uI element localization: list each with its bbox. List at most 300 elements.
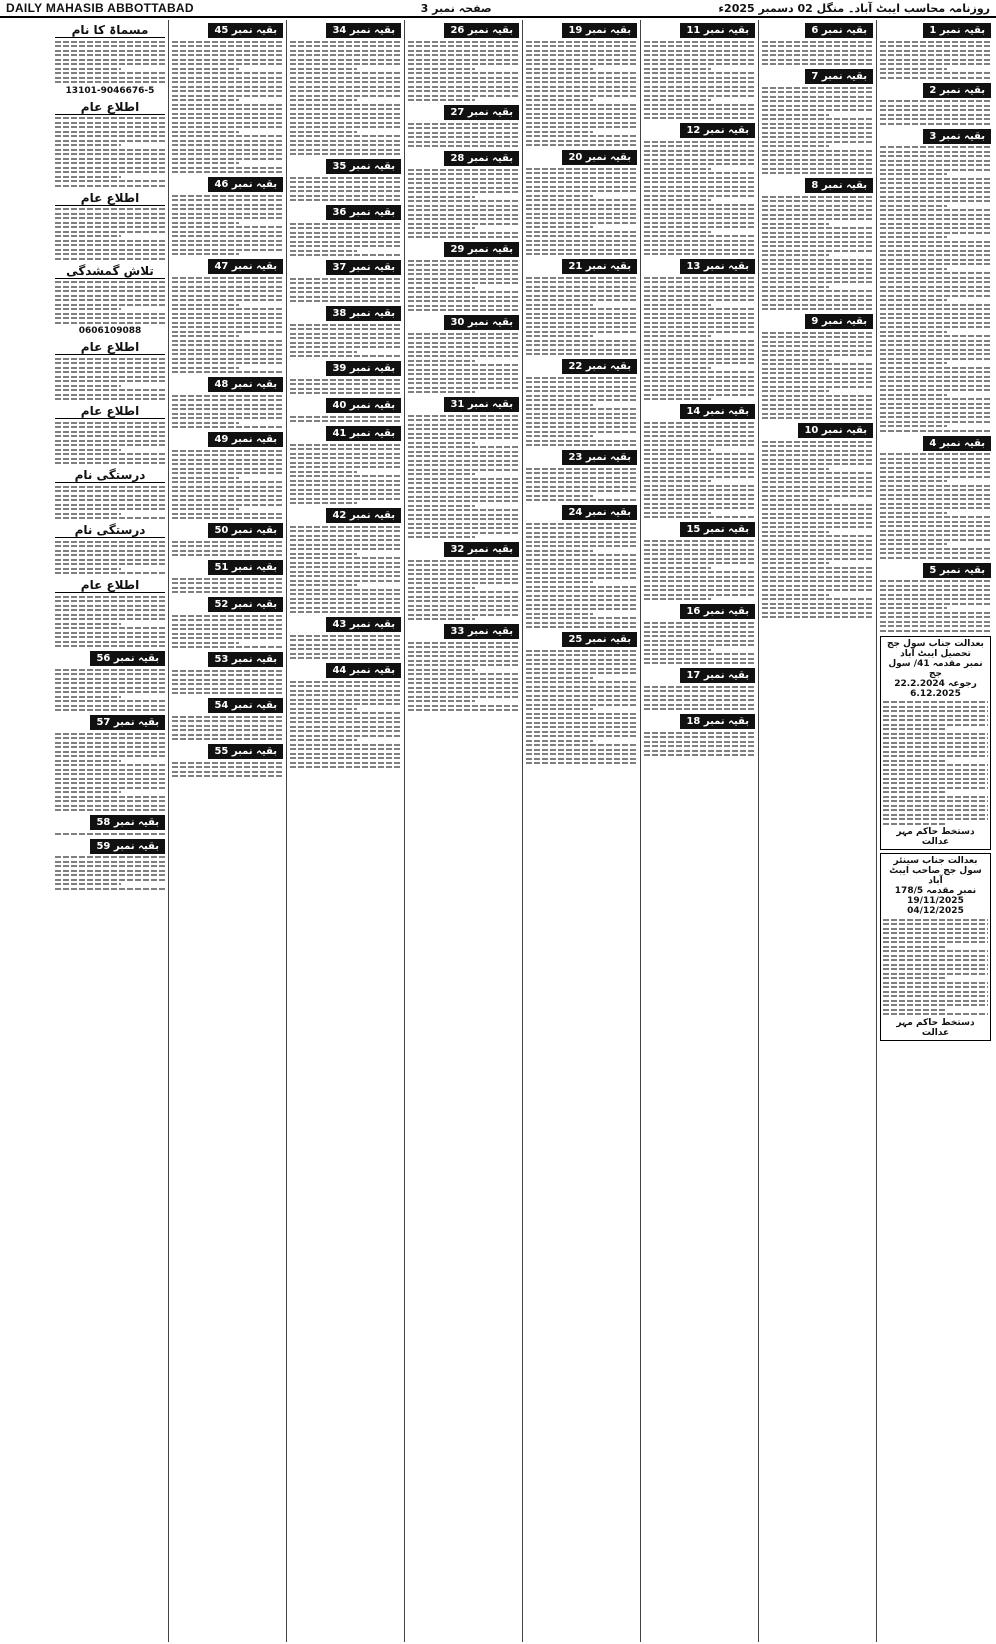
text-line [290, 484, 401, 486]
continuation-label: بقیہ نمبر 14 [680, 404, 755, 419]
continuation-header [526, 150, 637, 165]
text-line [762, 585, 873, 587]
text-line [172, 422, 239, 424]
text-line [55, 59, 165, 61]
article-body [55, 486, 165, 520]
text-line [526, 353, 637, 355]
text-line [526, 41, 637, 43]
text-line [880, 182, 991, 184]
text-line [55, 490, 165, 492]
article-body [55, 117, 165, 187]
text-line [172, 417, 283, 419]
continuation-header [172, 523, 283, 538]
text-line [408, 428, 519, 430]
text-line [55, 805, 165, 807]
continuation-header [408, 151, 519, 166]
notice-title: مسماۃ کا نام [55, 23, 165, 38]
text-line [526, 377, 637, 379]
text-line [883, 764, 988, 766]
text-line [408, 609, 519, 611]
text-line [172, 235, 283, 237]
text-line [55, 63, 165, 65]
text-line [172, 45, 283, 47]
text-line [526, 381, 637, 383]
text-line [880, 349, 991, 351]
notice-title: اطلاع عام [55, 191, 165, 206]
text-line [408, 123, 519, 125]
column-3 [640, 20, 758, 1642]
text-line [55, 376, 165, 378]
notice-title: تلاش گمشدگی [55, 264, 165, 279]
continuation-item [172, 560, 283, 593]
text-line [762, 558, 873, 560]
text-line [762, 227, 873, 229]
text-line [172, 144, 283, 146]
text-line [644, 217, 755, 219]
text-line [55, 226, 165, 228]
text-line [762, 200, 873, 202]
text-line [880, 603, 991, 605]
text-line [290, 337, 401, 339]
text-line [644, 431, 755, 433]
text-line [408, 337, 519, 339]
text-line [408, 296, 519, 298]
text-line [408, 223, 519, 225]
text-line [55, 545, 165, 547]
text-line [290, 186, 401, 188]
article-body [172, 578, 283, 594]
text-line [290, 548, 401, 550]
continuation-header [290, 398, 401, 413]
text-line [172, 771, 283, 773]
text-line [408, 364, 519, 366]
continuation-label: بقیہ نمبر 3 [923, 129, 991, 144]
text-line [408, 63, 519, 65]
text-line [762, 41, 873, 43]
column-7 [168, 20, 286, 1642]
text-line [880, 625, 991, 627]
text-line [762, 354, 873, 356]
text-line [526, 545, 637, 547]
case-date: 19/11/2025 [907, 896, 964, 906]
text-line [408, 560, 519, 562]
text-line [526, 568, 637, 570]
continuation-item [644, 23, 755, 119]
continuation-item [408, 151, 519, 238]
text-line [883, 746, 988, 748]
text-line [762, 372, 873, 374]
text-line [408, 532, 519, 534]
text-line [408, 86, 519, 88]
text-line [55, 317, 165, 319]
text-line [644, 104, 755, 106]
text-line [880, 200, 991, 202]
continuation-item [55, 839, 165, 890]
text-line [172, 716, 283, 718]
text-line [762, 345, 873, 347]
text-line [526, 404, 593, 406]
text-line [644, 385, 755, 387]
text-line [526, 650, 637, 652]
text-line [644, 649, 711, 651]
text-line [762, 281, 873, 283]
text-line [883, 751, 988, 753]
text-line [526, 290, 637, 292]
article-body [172, 395, 283, 429]
continuation-label: بقیہ نمبر 41 [326, 426, 401, 441]
text-line [55, 791, 121, 793]
text-line [172, 692, 283, 694]
text-line [526, 563, 637, 565]
text-line [172, 615, 283, 617]
text-line [172, 504, 283, 506]
text-line [526, 699, 637, 701]
text-line [762, 295, 873, 297]
text-line [408, 646, 519, 648]
text-line [762, 607, 873, 609]
text-line [408, 696, 519, 698]
text-line [172, 153, 283, 155]
continuation-header [526, 450, 637, 465]
text-line [526, 740, 593, 742]
text-line [644, 358, 755, 360]
text-line [172, 140, 283, 142]
continuation-item [408, 105, 519, 147]
article-body [644, 277, 755, 401]
text-line [644, 686, 755, 688]
text-line [172, 362, 283, 364]
text-line [880, 322, 991, 324]
continuation-item [526, 450, 637, 501]
continuation-item [290, 361, 401, 394]
court-notice [880, 636, 991, 851]
text-line [526, 204, 637, 206]
text-line [762, 308, 873, 310]
text-line [880, 380, 991, 382]
text-line [762, 163, 873, 165]
text-line [762, 477, 873, 479]
text-line [644, 249, 755, 251]
text-line [526, 672, 637, 674]
text-line [172, 587, 283, 589]
column-2 [758, 20, 876, 1642]
text-line [290, 766, 401, 768]
text-line [762, 417, 873, 419]
text-line [762, 549, 873, 551]
text-line [526, 277, 637, 279]
text-line [762, 132, 873, 134]
text-line [644, 141, 755, 143]
continuation-header [172, 377, 283, 392]
text-line [880, 245, 991, 247]
text-line [290, 648, 401, 650]
continuation-item [408, 242, 519, 311]
text-line [644, 299, 755, 301]
text-line [526, 326, 637, 328]
text-line [55, 398, 165, 400]
text-line [762, 499, 829, 501]
text-line [55, 77, 165, 79]
text-line [172, 481, 283, 483]
text-line [880, 100, 991, 102]
text-line [172, 286, 283, 288]
text-line [290, 81, 401, 83]
text-line [880, 146, 991, 148]
text-line [408, 95, 519, 97]
text-line [526, 308, 637, 310]
text-line [172, 104, 283, 106]
text-line [644, 544, 755, 546]
text-line [762, 59, 873, 61]
text-line [290, 498, 401, 500]
text-line [880, 45, 991, 47]
text-line [55, 682, 165, 684]
text-line [55, 453, 165, 455]
text-line [880, 521, 991, 523]
text-line [55, 673, 165, 675]
continuation-item [762, 69, 873, 174]
text-line [762, 154, 873, 156]
text-line [880, 607, 947, 609]
text-line [172, 459, 283, 461]
text-line [290, 739, 357, 741]
text-line [880, 543, 947, 545]
text-line [880, 118, 991, 120]
text-line [172, 281, 283, 283]
continuation-item [290, 23, 401, 155]
article-body [55, 358, 165, 401]
text-line [880, 616, 991, 618]
text-line [526, 762, 637, 764]
article-body [172, 615, 283, 649]
text-line [526, 304, 593, 306]
text-line [526, 344, 637, 346]
text-line [526, 654, 637, 656]
text-line [408, 90, 519, 92]
text-line [408, 478, 519, 480]
text-line [526, 104, 637, 106]
text-line [644, 77, 755, 79]
text-line [290, 282, 401, 284]
text-line [172, 213, 283, 215]
text-line [172, 72, 283, 74]
text-line [880, 290, 991, 292]
text-line [644, 113, 755, 115]
text-line [644, 150, 755, 152]
text-line [172, 331, 283, 333]
text-line [172, 775, 283, 777]
text-line [526, 199, 637, 201]
text-line [880, 59, 991, 61]
continuation-label: بقیہ نمبر 10 [798, 423, 873, 438]
continuation-item [55, 651, 165, 711]
text-line [526, 541, 637, 543]
continuation-label: بقیہ نمبر 39 [326, 361, 401, 376]
continuation-item [880, 83, 991, 125]
text-line [644, 585, 755, 587]
text-line [408, 200, 519, 202]
text-line [880, 313, 991, 315]
text-line [408, 564, 519, 566]
notice-title: اطلاع عام [55, 100, 165, 115]
text-line [880, 41, 991, 43]
text-line [172, 633, 283, 635]
continuation-header [290, 23, 401, 38]
text-line [408, 469, 519, 471]
text-line [290, 99, 357, 101]
text-line [290, 72, 401, 74]
text-line [883, 791, 946, 793]
article-body [880, 146, 991, 432]
text-line [408, 705, 519, 707]
continuation-label: بقیہ نمبر 52 [208, 597, 283, 612]
continuation-header [172, 560, 283, 575]
text-line [408, 424, 519, 426]
text-line [290, 690, 401, 692]
text-line [172, 126, 283, 128]
text-line [290, 694, 401, 696]
text-line [290, 153, 401, 155]
continuation-item [644, 714, 755, 756]
text-line [526, 590, 637, 592]
text-line [408, 527, 519, 529]
text-line [883, 778, 988, 780]
text-line [172, 226, 283, 228]
text-line [526, 731, 637, 733]
text-line [526, 131, 593, 133]
continuation-header [290, 205, 401, 220]
continuation-header [762, 69, 873, 84]
text-line [526, 335, 593, 337]
text-line [883, 928, 988, 930]
text-line [172, 158, 283, 160]
article-body [408, 123, 519, 148]
text-line [883, 710, 988, 712]
text-line [408, 614, 519, 616]
text-line [526, 422, 637, 424]
paper-name: DAILY MAHASIB ABBOTTABAD [6, 1, 194, 15]
text-line [290, 589, 401, 591]
text-line [290, 68, 357, 70]
text-line [55, 614, 165, 616]
text-line [290, 562, 401, 564]
text-line [880, 407, 991, 409]
text-line [762, 268, 873, 270]
text-line [408, 145, 519, 147]
continuation-item [644, 404, 755, 518]
text-line [762, 381, 873, 383]
text-line [644, 732, 755, 734]
text-line [526, 50, 637, 52]
text-line [290, 635, 401, 637]
text-line [762, 259, 873, 261]
article-body [408, 169, 519, 239]
text-line [526, 581, 593, 583]
text-line [290, 126, 401, 128]
text-line [55, 444, 165, 446]
text-line [883, 715, 988, 717]
continuation-item [762, 423, 873, 618]
continuation-item [526, 23, 637, 146]
text-line [55, 641, 165, 643]
text-line [526, 340, 637, 342]
text-line [408, 72, 519, 74]
text-line [408, 655, 519, 657]
continuation-label: بقیہ نمبر 33 [444, 624, 519, 639]
text-line [644, 662, 755, 664]
text-line [290, 753, 401, 755]
text-line [172, 122, 283, 124]
text-line [172, 738, 283, 740]
text-line [644, 199, 711, 201]
text-line [644, 72, 755, 74]
text-line [290, 557, 401, 559]
text-line [880, 421, 991, 423]
continuation-header [880, 129, 991, 144]
text-line [290, 342, 401, 344]
article-body [408, 41, 519, 102]
text-line [644, 589, 755, 591]
text-line [883, 737, 988, 739]
text-line [55, 253, 165, 255]
text-line [408, 351, 519, 353]
text-line [55, 180, 165, 182]
text-line [290, 388, 401, 390]
text-line [762, 486, 873, 488]
text-line [172, 766, 283, 768]
text-line [408, 569, 519, 571]
article-body [55, 208, 165, 260]
text-line [55, 627, 165, 629]
column-4 [522, 20, 640, 1642]
text-line [644, 226, 755, 228]
continuation-label: بقیہ نمبر 2 [923, 83, 991, 98]
text-line [526, 617, 637, 619]
continuation-header [644, 123, 755, 138]
text-line [526, 708, 593, 710]
text-line [290, 457, 401, 459]
text-line [290, 355, 401, 357]
text-line [172, 591, 283, 593]
text-line [172, 486, 283, 488]
continuation-label: بقیہ نمبر 22 [562, 359, 637, 374]
text-line [290, 730, 401, 732]
text-line [172, 349, 283, 351]
continuation-label: بقیہ نمبر 34 [326, 23, 401, 38]
text-line [880, 425, 947, 427]
text-line [526, 190, 637, 192]
text-line [644, 549, 755, 551]
court-signature: دستخط حاکم مہر عدالت [896, 1017, 975, 1038]
text-line [290, 416, 401, 418]
text-line [290, 195, 401, 197]
text-line [172, 426, 283, 428]
text-line [526, 235, 637, 237]
text-line [408, 218, 519, 220]
text-line [172, 335, 239, 337]
text-line [408, 514, 519, 516]
text-line [880, 598, 991, 600]
continuation-item [526, 505, 637, 628]
text-line [408, 187, 519, 189]
text-line [290, 379, 401, 381]
text-line [408, 59, 519, 61]
text-line [408, 373, 519, 375]
text-line [55, 508, 165, 510]
text-line [290, 328, 401, 330]
text-line [408, 587, 475, 589]
text-line [644, 63, 755, 65]
